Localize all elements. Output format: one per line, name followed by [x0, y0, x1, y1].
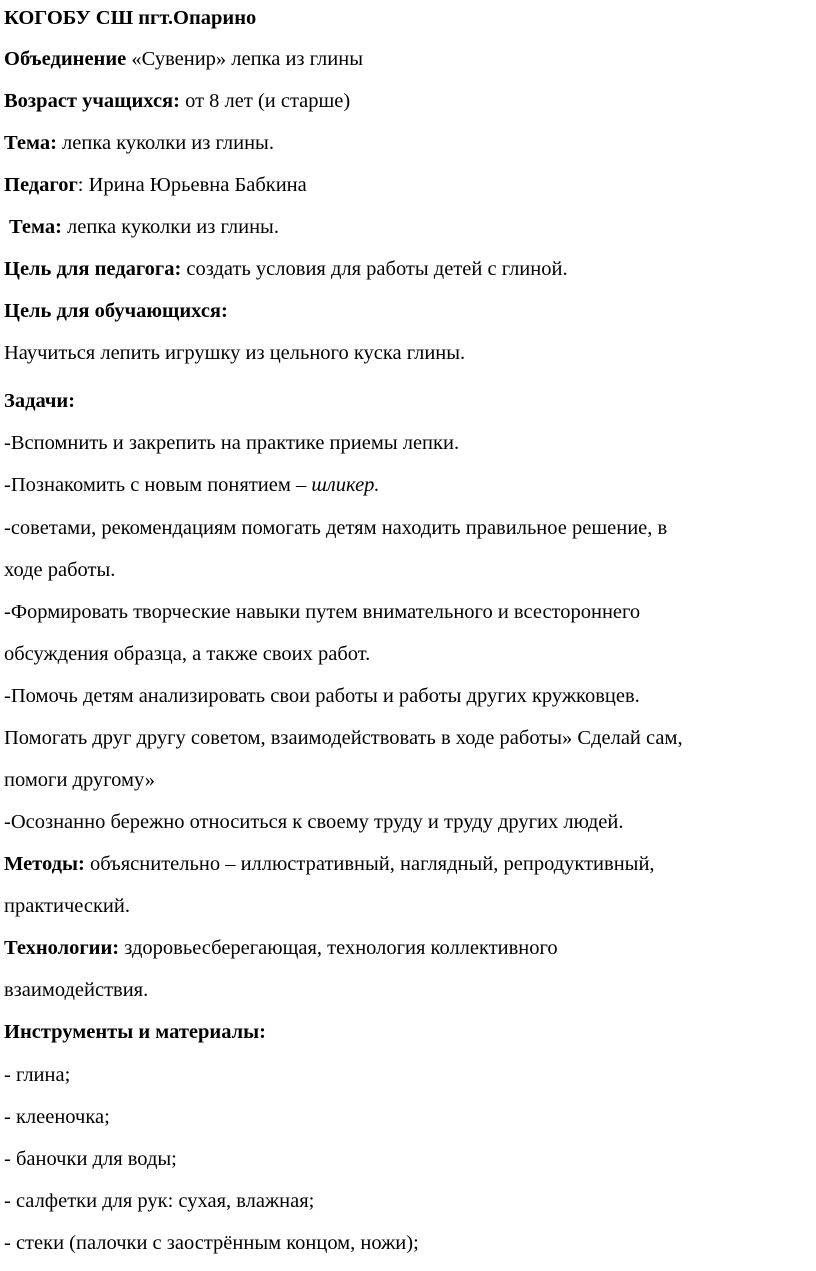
material-item: - стеки (палочки с заострённым концом, ножи);: [4, 1232, 419, 1254]
school-name: КОГОБУ СШ пгт.Опарино: [4, 7, 257, 29]
age-label: Возраст учащихся:: [4, 90, 180, 112]
tasks-label: Задачи:: [4, 390, 76, 412]
topic-label-2: Тема:: [9, 216, 62, 238]
task-item: -советами, рекомендациям помогать детям находить правильное решение, в: [4, 517, 668, 539]
teacher-label: Педагог: [4, 174, 78, 196]
topic-line-1: [4, 131, 274, 155]
task-item: -Помочь детям анализировать свои работы и работы других кружковцев.: [4, 685, 640, 707]
materials-heading: [4, 1020, 266, 1044]
goal-teacher-line: [4, 257, 568, 281]
goal-students-label: Цель для обучающихся:: [4, 300, 228, 322]
goal-teacher-value: создать условия для работы детей с глиной.: [181, 258, 568, 280]
methods-value: объяснительно – иллюстративный, наглядный, репродуктивный,: [84, 853, 655, 875]
teacher-line: [4, 173, 307, 197]
task-item: -Формировать творческие навыки путем внимательного и всестороннего: [4, 601, 641, 623]
age-value: от 8 лет (и старше): [179, 90, 351, 112]
goal-teacher-label: Цель для педагога:: [4, 258, 182, 280]
task-item-continued: ходе работы.: [4, 559, 116, 581]
methods-line: [4, 852, 655, 876]
material-item: - салфетки для рук: сухая, влажная;: [4, 1190, 315, 1212]
task-item-continued: Помогать друг другу советом, взаимодействовать в ходе работы» Сделай сам,: [4, 727, 683, 749]
material-item: - клееночка;: [4, 1106, 110, 1128]
association-line: [4, 47, 363, 71]
material-item: - глина;: [4, 1064, 71, 1086]
methods-line-continued: практический.: [4, 895, 130, 917]
topic-value-2: лепка куколки из глины.: [61, 216, 279, 238]
goal-students-text: [4, 341, 465, 365]
topic-label-1: Тема:: [4, 132, 57, 154]
topic-line-2: [9, 215, 279, 239]
task-item: -Познакомить с новым понятием – шликер.: [4, 474, 380, 496]
school-header: [4, 6, 256, 30]
technologies-value: здоровьесберегающая, технология коллективного: [119, 937, 558, 959]
association-label: Объединение: [4, 48, 127, 70]
materials-label: Инструменты и материалы:: [4, 1021, 266, 1043]
task-item-continued: обсуждения образца, а также своих работ.: [4, 643, 371, 665]
tasks-heading: [4, 389, 75, 413]
technologies-label: Технологии:: [4, 937, 120, 959]
teacher-value: : Ирина Юрьевна Бабкина: [77, 174, 307, 196]
material-item: - баночки для воды;: [4, 1148, 177, 1170]
task-item: -Вспомнить и закрепить на практике приемы лепки.: [4, 432, 460, 454]
topic-value-1: лепка куколки из глины.: [56, 132, 274, 154]
term-shliker: шликер.: [311, 474, 380, 496]
technologies-line-continued: взаимодействия.: [4, 979, 149, 1001]
association-value: «Сувенир» лепка из глины: [126, 48, 363, 70]
task-item-continued: помоги другому»: [4, 769, 155, 791]
task-item: -Осознанно бережно относиться к своему труду и труду других людей.: [4, 811, 624, 833]
goal-students-value: Научиться лепить игрушку из цельного куска глины.: [4, 342, 466, 364]
age-line: [4, 89, 350, 113]
goal-students-line: [4, 299, 228, 323]
technologies-line: [4, 936, 558, 960]
methods-label: Методы:: [4, 853, 85, 875]
